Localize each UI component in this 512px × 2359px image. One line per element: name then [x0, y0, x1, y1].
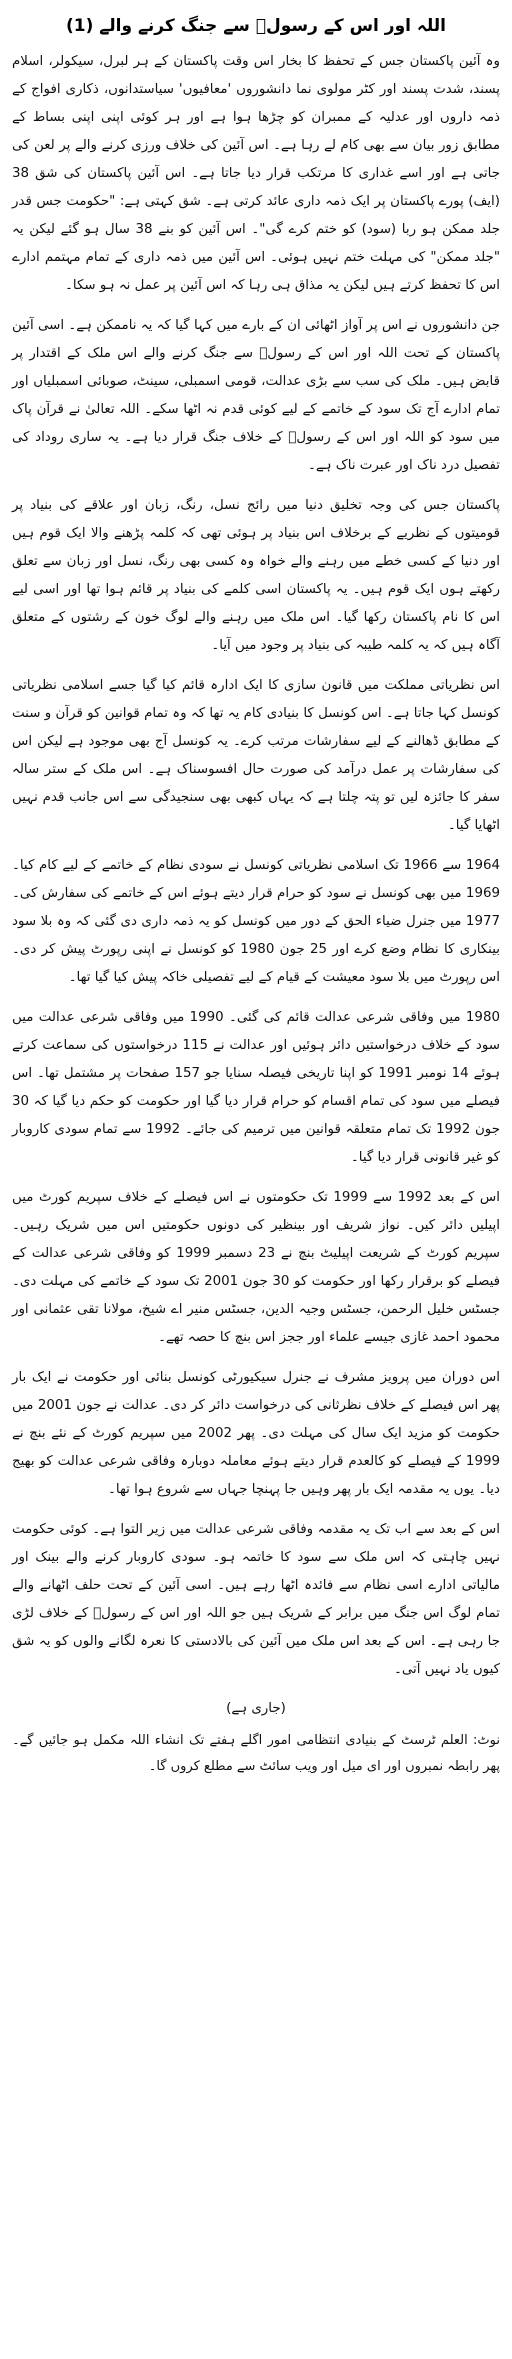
article-paragraph-3: پاکستان جس کی وجہ تخلیق دنیا میں رائج نسل، رنگ، زبان اور علاقے کی بنیاد پر قومیتوں کے نظریے کے برخلاف اس بنیاد پر ہوئی تھی کہ کلمہ پڑھنے والا ایک قوم ہیں اور دنیا کے کسی خطے میں رہنے والے خواہ وہ کسی بھی رنگ، نسل اور زبان سے تعلق رکھتے ہوں ایک قوم ہیں۔ یہ پاکستان اسی کلمے کی بنیاد پر قائم ہوا تھا اور اسی لیے اس کا نام پاکستان رکھا گیا۔ اس ملک میں رہنے والے لوگ خون کے رشتوں کے متعلق آگاہ ہیں کہ یہ کلمہ طیبہ کی بنیاد پر وجود میں آیا۔: [12, 498, 500, 653]
footer-note: نوٹ: العلم ٹرسٹ کے بنیادی انتظامی امور اگلے ہفتے تک انشاء اللہ مکمل ہو جائیں گے۔ پھر رابطہ نمبروں اور ای میل اور ویب سائٹ سے مطلع کروں گا۔: [12, 1733, 500, 1774]
article-paragraph-9: اس کے بعد سے اب تک یہ مقدمہ وفاقی شرعی عدالت میں زیر التوا ہے۔ کوئی حکومت نہیں چاہتی کہ اس ملک سے سود کا خاتمہ ہو۔ سودی کاروبار کرنے والے بینک اور مالیاتی ادارے اسی نظام سے فائدہ اٹھا رہے ہیں۔ اسی آئین کے تحت حلف اٹھانے والے تمام لوگ اس جنگ میں برابر کے شریک ہیں جو اللہ اور اس کے رسولؐ کے خلاف لڑی جا رہی ہے۔ اس کے بعد اس ملک میں آئین کی بالادستی کا نعرہ لگانے والوں کو یہ شق کیوں یاد نہیں آتی۔: [12, 1522, 500, 1677]
article-title: اللہ اور اس کے رسولؐ سے جنگ کرنے والے (1): [65, 16, 447, 36]
article-paragraph-1: وہ آئین پاکستان جس کے تحفظ کا بخار اس وقت پاکستان کے ہر لبرل، سیکولر، اسلام پسند، شدت پسند اور کٹر مولوی نما دانشوروں 'معافیوں' سیاستدانوں، ذکاری افواج کے ذمہ داروں اور عدلیہ کے ممبران کو چڑھا ہوا ہے اور ہر کوئی اپنی اپنی بساط کے مطابق زور بیان سے بھی کام لے رہا ہے۔ اس آئین کی خلاف ورزی کرنے والے پر لعن کی جاتی ہے اور اسے غداری کا مرتکب قرار دیا جاتا ہے۔ اس آئین پاکستان کی شق 38 (ایف) پورے پاکستان پر ایک ذمہ داری عائد کرتی ہے۔ شق کہتی ہے: "حکومت جس قدر جلد ممکن ہو ربا (سود) کو ختم کرے گی"۔ اس آئین کو بنے 38 سال ہو گئے لیکن یہ "جلد ممکن" کی مہلت ختم نہیں ہوئی۔ اس آئین میں ذمہ داری کے تمام مہتمم ادارے اس کا تحفظ کرتے ہیں لیکن یہ مذاق ہی رہا کہ اس آئین پر عمل نہ ہو سکا۔: [12, 54, 500, 293]
article-paragraph-4: اس نظریاتی مملکت میں قانون سازی کا ایک ادارہ قائم کیا گیا جسے اسلامی نظریاتی کونسل کہا جاتا ہے۔ اس کونسل کا بنیادی کام یہ تھا کہ وہ تمام قوانین کو قرآن و سنت کے مطابق ڈھالنے کے لیے سفارشات مرتب کرے۔ یہ کونسل آج بھی موجود ہے لیکن اس کی سفارشات پر عمل درآمد کی صورت حال افسوسناک ہے۔ اس ملک کے ستر سالہ سفر کا جائزہ لیں تو پتہ چلتا ہے کہ یہاں کبھی بھی سنجیدگی سے اس جانب قدم نہیں اٹھایا گیا۔: [12, 678, 500, 833]
continued-marker: (جاری ہے): [226, 1701, 286, 1716]
article-paragraph-6: 1980 میں وفاقی شرعی عدالت قائم کی گئی۔ 1990 میں وفاقی شرعی عدالت میں سود کے خلاف درخواستیں دائر ہوئیں اور عدالت نے 115 درخواستوں کی سماعت کرتے ہوئے 14 نومبر 1991 کو اپنا تاریخی فیصلہ سنایا جو 157 صفحات پر مشتمل تھا۔ اس فیصلے میں سود کی تمام اقسام کو حرام قرار دیا گیا اور حکومت کو حکم دیا گیا کہ 30 جون 1992 تک تمام متعلقہ قوانین میں ترمیم کی جائے۔ 1992 سے تمام سودی کاروبار کو غیر قانونی قرار دیا گیا۔: [12, 1010, 501, 1165]
article-paragraph-2: جن دانشوروں نے اس پر آواز اٹھائی ان کے بارے میں کہا گیا کہ یہ ناممکن ہے۔ اسی آئین پاکستان کے تحت اللہ اور اس کے رسولؐ سے جنگ کرنے والے اس ملک کے اقتدار پر قابض ہیں۔ ملک کی سب سے بڑی عدالت، قومی اسمبلی، سینٹ، صوبائی اسمبلیاں اور تمام ادارے آج تک سود کے خاتمے کے لیے کوئی قدم نہ اٹھا سکے۔ اللہ تعالیٰ نے قرآن پاک میں سود کو اللہ اور اس کے رسولؐ کے خلاف جنگ قرار دیا ہے۔ یہ ساری روداد کی تفصیل درد ناک اور عبرت ناک ہے۔: [12, 318, 500, 473]
article-paragraph-8: اس دوران میں پرویز مشرف نے جنرل سیکیورٹی کونسل بنائی اور حکومت نے ایک بار پھر اس فیصلے کے خلاف نظرثانی کی درخواست دائر کر دی۔ عدالت نے جون 2001 میں حکومت کو مزید ایک سال کی مہلت دی۔ پھر 2002 میں سپریم کورٹ کے نئے بنچ نے 1999 کے فیصلے کو کالعدم قرار دیتے ہوئے معاملہ دوبارہ وفاقی شرعی عدالت کو بھیج دیا۔ یوں یہ مقدمہ ایک بار پھر وہیں جا پہنچا جہاں سے شروع ہوا تھا۔: [12, 1370, 500, 1497]
article-paragraph-7: اس کے بعد 1992 سے 1999 تک حکومتوں نے اس فیصلے کے خلاف سپریم کورٹ میں اپیلیں دائر کیں۔ نواز شریف اور بینظیر کی دونوں حکومتیں اس میں شریک رہیں۔ سپریم کورٹ کے شریعت اپیلیٹ بنچ نے 23 دسمبر 1999 کو وفاقی شرعی عدالت کے فیصلے کو برقرار رکھا اور حکومت کو 30 جون 2001 تک سود کے خاتمے کی مہلت دی۔ جسٹس خلیل الرحمن، جسٹس وجیہ الدین، جسٹس منیر اے شیخ، مولانا تقی عثمانی اور محمود احمد غازی جیسے علماء اور ججز اس بنچ کا حصہ تھے۔: [12, 1190, 501, 1345]
article-paragraph-5: 1964 سے 1966 تک اسلامی نظریاتی کونسل نے سودی نظام کے خاتمے کے لیے کام کیا۔ 1969 میں بھی کونسل نے سود کو حرام قرار دیتے ہوئے اس کے خاتمے کی سفارش کی۔ 1977 میں جنرل ضیاء الحق کے دور میں کونسل کو یہ ذمہ داری دی گئی کہ وہ بلا سود بینکاری کا نظام وضع کرے اور 25 جون 1980 کو کونسل نے اپنی رپورٹ پیش کر دی۔ اس رپورٹ میں بلا سود معیشت کے قیام کے لیے تفصیلی خاکہ پیش کیا گیا تھا۔: [12, 858, 500, 985]
